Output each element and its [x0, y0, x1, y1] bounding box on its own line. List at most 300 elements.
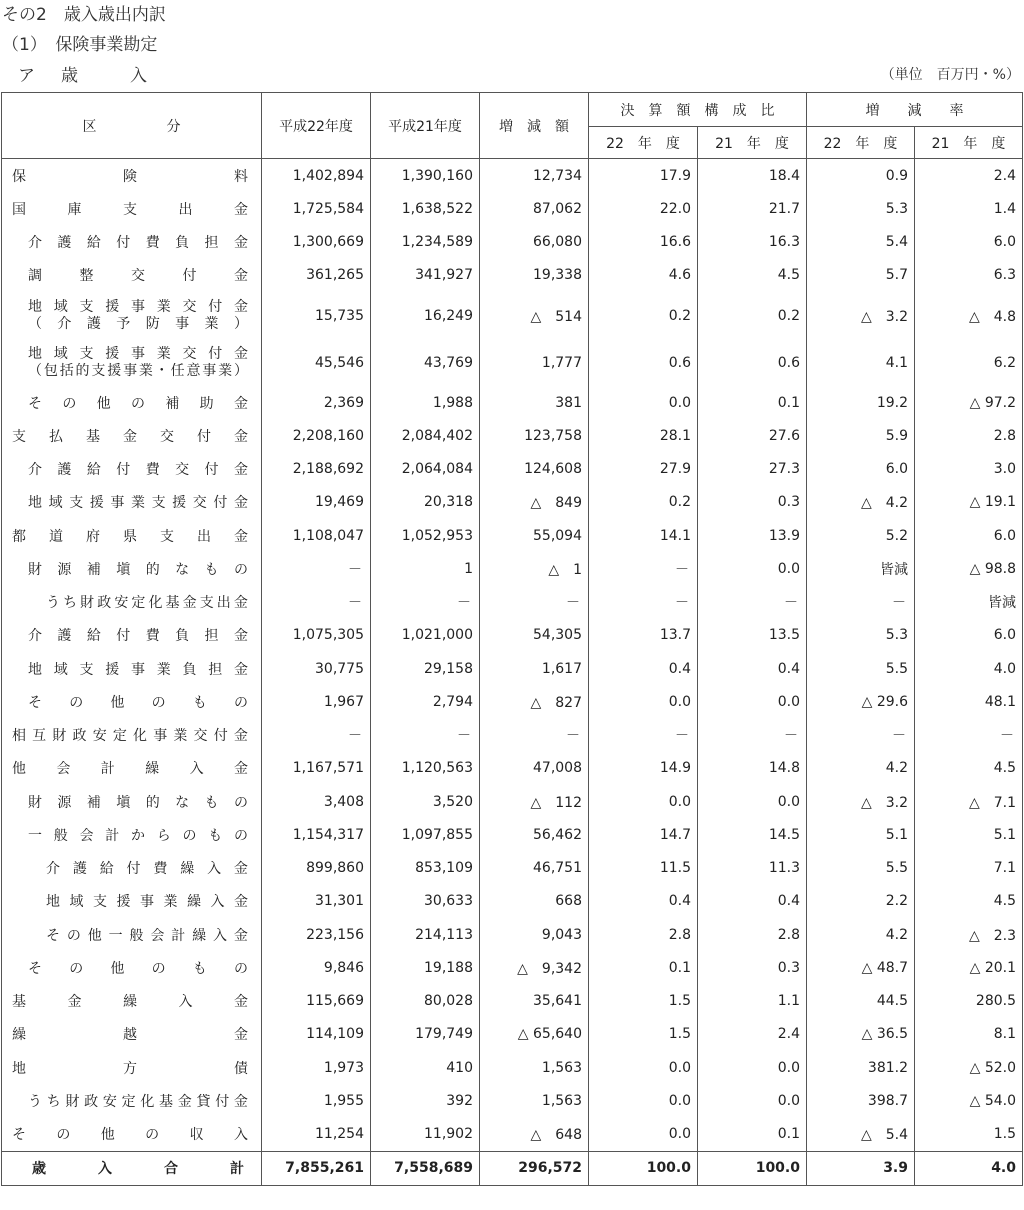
cell-s22: 0.4: [589, 652, 698, 685]
cell-v21: 29,158: [371, 652, 480, 685]
cell-v22: 1,973: [262, 1051, 371, 1084]
cell-diff: 87,062: [480, 192, 589, 225]
table-row: [2, 292, 1023, 339]
cell-r22: △ 48.7: [807, 951, 915, 984]
cell-s22: 27.9: [589, 453, 698, 486]
cell-v21: 214,113: [371, 918, 480, 951]
row-label-text: 調 整 交 付 金: [28, 268, 248, 285]
table-row: [2, 985, 1023, 1018]
row-label: [2, 226, 262, 259]
table-row: [2, 259, 1023, 292]
cell-s21: 0.2: [698, 292, 807, 339]
row-label: [2, 918, 262, 951]
cell-r22: 4.2: [807, 918, 915, 951]
table-row: [2, 519, 1023, 552]
cell-s22: －: [589, 719, 698, 752]
table-row: [2, 453, 1023, 486]
cell-s22: 100.0: [589, 1151, 698, 1185]
row-label-text: そ の 他 の 補 助 金: [28, 395, 248, 412]
cell-s22: 0.2: [589, 292, 698, 339]
cell-v22: 361,265: [262, 259, 371, 292]
section-title: その2 歳入歳出内訳: [2, 5, 166, 25]
row-label-text: 保 険 料: [12, 168, 248, 185]
table-row: [2, 818, 1023, 851]
table-row: [2, 685, 1023, 718]
row-label-text: 相 互 財 政 安 定 化 事 業 交 付 金: [12, 728, 248, 745]
cell-diff: 668: [480, 885, 589, 918]
cell-s21: 0.1: [698, 1118, 807, 1152]
table-row: [2, 159, 1023, 193]
cell-s21: 2.4: [698, 1018, 807, 1051]
row-label: [2, 519, 262, 552]
cell-r22: －: [807, 586, 915, 619]
table-title-char2: 入: [130, 66, 147, 86]
cell-r22: 2.2: [807, 885, 915, 918]
col-header-h21: 平成21年度: [371, 93, 480, 159]
cell-r22: 5.2: [807, 519, 915, 552]
cell-v22: 45,546: [262, 339, 371, 386]
row-label: [2, 752, 262, 785]
cell-v22: 7,855,261: [262, 1151, 371, 1185]
cell-r21: △ 19.1: [915, 486, 1023, 519]
cell-s22: 0.0: [589, 1084, 698, 1117]
col-header-diff: 増 減 額: [480, 93, 589, 159]
cell-r21: △ 54.0: [915, 1084, 1023, 1117]
cell-r22: 5.3: [807, 619, 915, 652]
cell-s22: 0.1: [589, 951, 698, 984]
cell-s22: －: [589, 552, 698, 585]
cell-diff: △ 65,640: [480, 1018, 589, 1051]
cell-diff: 55,094: [480, 519, 589, 552]
row-label-text: 繰 越 金: [12, 1027, 248, 1044]
row-label: [2, 1151, 262, 1185]
cell-r21: 2.4: [915, 159, 1023, 193]
cell-s21: －: [698, 719, 807, 752]
cell-diff: △ 1: [480, 552, 589, 585]
cell-v21: 20,318: [371, 486, 480, 519]
col-header-h22: 平成22年度: [262, 93, 371, 159]
cell-diff: 124,608: [480, 453, 589, 486]
table-row: [2, 586, 1023, 619]
row-label-text: 介 護 給 付 費 負 担 金: [28, 235, 248, 252]
cell-v21: 2,084,402: [371, 419, 480, 452]
cell-diff: 1,777: [480, 339, 589, 386]
cell-diff: －: [480, 719, 589, 752]
row-label: [2, 419, 262, 452]
subsection-title: （1） 保険事業勘定: [2, 35, 158, 55]
cell-s21: 0.0: [698, 552, 807, 585]
cell-v22: 3,408: [262, 785, 371, 818]
table-row: [2, 419, 1023, 452]
cell-s21: 0.4: [698, 885, 807, 918]
cell-r21: 4.0: [915, 1151, 1023, 1185]
cell-v21: 1,638,522: [371, 192, 480, 225]
cell-r21: 皆減: [915, 586, 1023, 619]
cell-v21: 1,988: [371, 386, 480, 419]
row-label: [2, 192, 262, 225]
row-label: [2, 1018, 262, 1051]
cell-v22: 1,075,305: [262, 619, 371, 652]
row-label-text: そ の 他 の 収 入: [12, 1127, 248, 1144]
row-label-text: 支 払 基 金 交 付 金: [12, 428, 248, 445]
row-label: [2, 1084, 262, 1117]
cell-r22: 5.5: [807, 652, 915, 685]
row-label: [2, 259, 262, 292]
table-row: [2, 785, 1023, 818]
revenue-table: [1, 92, 1023, 1186]
cell-s21: 21.7: [698, 192, 807, 225]
cell-s22: 28.1: [589, 419, 698, 452]
cell-s22: 14.9: [589, 752, 698, 785]
row-label: [2, 652, 262, 685]
cell-s21: 14.5: [698, 818, 807, 851]
table-row: [2, 752, 1023, 785]
cell-diff: 1,563: [480, 1084, 589, 1117]
cell-v21: 1,120,563: [371, 752, 480, 785]
cell-diff: 35,641: [480, 985, 589, 1018]
cell-s22: 17.9: [589, 159, 698, 193]
cell-s22: 0.4: [589, 885, 698, 918]
cell-v21: 7,558,689: [371, 1151, 480, 1185]
cell-s22: 13.7: [589, 619, 698, 652]
row-label-text: 介 護 給 付 費 繰 入 金: [46, 861, 248, 878]
cell-diff: 54,305: [480, 619, 589, 652]
cell-v21: 1: [371, 552, 480, 585]
table-row: [2, 652, 1023, 685]
cell-v22: 1,725,584: [262, 192, 371, 225]
cell-r22: 19.2: [807, 386, 915, 419]
cell-s22: 0.0: [589, 685, 698, 718]
cell-v22: 114,109: [262, 1018, 371, 1051]
cell-diff: 47,008: [480, 752, 589, 785]
cell-v21: 30,633: [371, 885, 480, 918]
cell-s22: 0.0: [589, 1051, 698, 1084]
row-label-text: そ の 他 の も の: [28, 694, 248, 711]
cell-s21: 27.3: [698, 453, 807, 486]
cell-v21: 1,390,160: [371, 159, 480, 193]
row-label-text: 都 道 府 県 支 出 金: [12, 528, 248, 545]
cell-v22: 11,254: [262, 1118, 371, 1152]
cell-v22: 1,108,047: [262, 519, 371, 552]
row-label-text: う ち 財 政 安 定 化 基 金 支 出 金: [46, 595, 248, 612]
cell-r21: 4.0: [915, 652, 1023, 685]
cell-diff: 46,751: [480, 852, 589, 885]
cell-diff: △ 648: [480, 1118, 589, 1152]
cell-r22: 0.9: [807, 159, 915, 193]
table-row: [2, 1051, 1023, 1084]
row-label-text: う ち 財 政 安 定 化 基 金 貸 付 金: [28, 1093, 248, 1110]
cell-v22: 1,154,317: [262, 818, 371, 851]
cell-v22: 899,860: [262, 852, 371, 885]
row-label: [2, 339, 262, 386]
row-label-line2: （ 包 括 的 支 援 事 業 ・ 任 意 事 業 ）: [28, 362, 248, 379]
cell-r21: △ 7.1: [915, 785, 1023, 818]
row-label: [2, 586, 262, 619]
cell-v21: 2,064,084: [371, 453, 480, 486]
cell-v22: 223,156: [262, 918, 371, 951]
row-label-text: 国 庫 支 出 金: [12, 201, 248, 218]
row-label-text: 財 源 補 塡 的 な も の: [28, 794, 248, 811]
cell-s21: －: [698, 586, 807, 619]
table-row: [2, 1018, 1023, 1051]
row-label-line2: （ 介 護 予 防 事 業 ）: [28, 315, 248, 332]
row-label: [2, 486, 262, 519]
cell-s22: 0.0: [589, 386, 698, 419]
table-row: [2, 951, 1023, 984]
cell-diff: 56,462: [480, 818, 589, 851]
row-label: [2, 1051, 262, 1084]
cell-s21: 0.3: [698, 486, 807, 519]
cell-v22: 1,402,894: [262, 159, 371, 193]
cell-s22: 4.6: [589, 259, 698, 292]
cell-r21: 5.1: [915, 818, 1023, 851]
cell-s21: 0.0: [698, 1051, 807, 1084]
row-label: [2, 985, 262, 1018]
table-row: [2, 852, 1023, 885]
cell-r22: △ 4.2: [807, 486, 915, 519]
row-label: [2, 1118, 262, 1152]
cell-r22: △ 29.6: [807, 685, 915, 718]
cell-r21: 1.5: [915, 1118, 1023, 1152]
table-row: [2, 1118, 1023, 1152]
cell-diff: △ 9,342: [480, 951, 589, 984]
col-header-share: 決 算 額 構 成 比: [589, 93, 807, 127]
cell-s21: 0.6: [698, 339, 807, 386]
row-label-text: 財 源 補 塡 的 な も の: [28, 561, 248, 578]
cell-s22: 0.6: [589, 339, 698, 386]
table-row: [2, 339, 1023, 386]
cell-r22: △ 5.4: [807, 1118, 915, 1152]
cell-v22: 19,469: [262, 486, 371, 519]
cell-diff: △ 849: [480, 486, 589, 519]
cell-r21: 280.5: [915, 985, 1023, 1018]
row-label: [2, 386, 262, 419]
cell-r22: 3.9: [807, 1151, 915, 1185]
cell-r22: 5.3: [807, 192, 915, 225]
table-row: [2, 918, 1023, 951]
cell-v22: －: [262, 719, 371, 752]
row-label-text: 地 域 支 援 事 業 負 担 金: [28, 661, 248, 678]
cell-r22: 6.0: [807, 453, 915, 486]
row-label: [2, 159, 262, 193]
cell-r21: 6.0: [915, 619, 1023, 652]
row-label-text: 地 域 支 援 事 業 繰 入 金: [46, 894, 248, 911]
cell-r21: 6.0: [915, 226, 1023, 259]
cell-v22: 1,955: [262, 1084, 371, 1117]
cell-diff: △ 827: [480, 685, 589, 718]
cell-r22: 5.7: [807, 259, 915, 292]
table-title-char1: 歳: [61, 66, 78, 86]
cell-diff: 66,080: [480, 226, 589, 259]
cell-r21: 48.1: [915, 685, 1023, 718]
row-label: [2, 619, 262, 652]
cell-v21: 341,927: [371, 259, 480, 292]
cell-r22: 5.5: [807, 852, 915, 885]
cell-v22: 1,967: [262, 685, 371, 718]
cell-v22: 2,188,692: [262, 453, 371, 486]
cell-r21: －: [915, 719, 1023, 752]
cell-v21: 853,109: [371, 852, 480, 885]
cell-v21: 1,052,953: [371, 519, 480, 552]
cell-r22: 398.7: [807, 1084, 915, 1117]
cell-diff: －: [480, 586, 589, 619]
cell-v22: 31,301: [262, 885, 371, 918]
table-row: [2, 719, 1023, 752]
cell-s22: 22.0: [589, 192, 698, 225]
cell-r22: －: [807, 719, 915, 752]
row-label-text: そ の 他 一 般 会 計 繰 入 金: [46, 927, 248, 944]
row-label-text: 一 般 会 計 か ら の も の: [28, 827, 248, 844]
col-header-rate21: 21 年 度: [915, 127, 1023, 159]
row-label: [2, 818, 262, 851]
table-row: [2, 885, 1023, 918]
cell-diff: △ 112: [480, 785, 589, 818]
cell-diff: 123,758: [480, 419, 589, 452]
cell-diff: △ 514: [480, 292, 589, 339]
row-label: [2, 453, 262, 486]
cell-v22: －: [262, 552, 371, 585]
cell-s22: 0.0: [589, 1118, 698, 1152]
cell-s22: 14.1: [589, 519, 698, 552]
cell-diff: 19,338: [480, 259, 589, 292]
cell-r21: △ 98.8: [915, 552, 1023, 585]
cell-v21: 410: [371, 1051, 480, 1084]
table-row: [2, 226, 1023, 259]
cell-r22: 5.1: [807, 818, 915, 851]
col-header-kubun: 区 分: [2, 93, 262, 159]
row-label-text: 地 方 債: [12, 1060, 248, 1077]
table-row: [2, 552, 1023, 585]
cell-diff: 1,617: [480, 652, 589, 685]
row-label-text: 基 金 繰 入 金: [12, 994, 248, 1011]
cell-s22: 0.2: [589, 486, 698, 519]
cell-r21: 6.2: [915, 339, 1023, 386]
col-header-rate: 増 減 率: [807, 93, 1023, 127]
cell-diff: 9,043: [480, 918, 589, 951]
row-label: [2, 719, 262, 752]
cell-s21: 11.3: [698, 852, 807, 885]
cell-diff: 381: [480, 386, 589, 419]
cell-r21: 7.1: [915, 852, 1023, 885]
cell-s22: 2.8: [589, 918, 698, 951]
cell-s21: 13.5: [698, 619, 807, 652]
cell-diff: 1,563: [480, 1051, 589, 1084]
row-label: [2, 685, 262, 718]
cell-r22: △ 3.2: [807, 292, 915, 339]
cell-v21: 179,749: [371, 1018, 480, 1051]
table-row: [2, 1151, 1023, 1185]
row-label: [2, 785, 262, 818]
cell-s21: 100.0: [698, 1151, 807, 1185]
cell-r22: 5.4: [807, 226, 915, 259]
cell-r21: △ 2.3: [915, 918, 1023, 951]
cell-s21: 4.5: [698, 259, 807, 292]
cell-s21: 0.1: [698, 386, 807, 419]
cell-r21: △ 52.0: [915, 1051, 1023, 1084]
row-label: [2, 292, 262, 339]
cell-r22: 5.9: [807, 419, 915, 452]
cell-v21: 1,234,589: [371, 226, 480, 259]
cell-v21: 392: [371, 1084, 480, 1117]
table-title-prefix: ア: [18, 66, 35, 86]
row-label: [2, 552, 262, 585]
cell-r21: △ 97.2: [915, 386, 1023, 419]
cell-r21: 8.1: [915, 1018, 1023, 1051]
cell-s22: 11.5: [589, 852, 698, 885]
cell-s21: 0.4: [698, 652, 807, 685]
cell-s22: 0.0: [589, 785, 698, 818]
cell-r22: 4.1: [807, 339, 915, 386]
table-row: [2, 192, 1023, 225]
cell-r21: 3.0: [915, 453, 1023, 486]
cell-s22: －: [589, 586, 698, 619]
row-label-line1: 地 域 支 援 事 業 交 付 金: [28, 298, 248, 315]
row-label-text: 他 会 計 繰 入 金: [12, 761, 248, 778]
cell-s21: 0.0: [698, 785, 807, 818]
cell-s21: 27.6: [698, 419, 807, 452]
cell-v21: 19,188: [371, 951, 480, 984]
row-label: [2, 951, 262, 984]
row-label: [2, 885, 262, 918]
cell-s21: 16.3: [698, 226, 807, 259]
row-label-text: 介 護 給 付 費 負 担 金: [28, 628, 248, 645]
cell-r22: 44.5: [807, 985, 915, 1018]
cell-v22: 9,846: [262, 951, 371, 984]
cell-r21: 4.5: [915, 885, 1023, 918]
col-header-share21: 21 年 度: [698, 127, 807, 159]
table-title: [18, 61, 147, 86]
cell-v21: 43,769: [371, 339, 480, 386]
col-header-rate22: 22 年 度: [807, 127, 915, 159]
cell-v22: 30,775: [262, 652, 371, 685]
cell-s22: 1.5: [589, 985, 698, 1018]
col-header-share22: 22 年 度: [589, 127, 698, 159]
cell-v21: －: [371, 586, 480, 619]
cell-s21: 0.0: [698, 1084, 807, 1117]
cell-r21: △ 4.8: [915, 292, 1023, 339]
table-row: [2, 386, 1023, 419]
cell-r22: 4.2: [807, 752, 915, 785]
cell-s22: 14.7: [589, 818, 698, 851]
unit-label: （単位 百万円・%）: [880, 67, 1020, 83]
cell-r22: △ 36.5: [807, 1018, 915, 1051]
cell-v21: 11,902: [371, 1118, 480, 1152]
cell-v22: 115,669: [262, 985, 371, 1018]
cell-v21: 3,520: [371, 785, 480, 818]
cell-v21: 1,097,855: [371, 818, 480, 851]
row-label-line1: 地 域 支 援 事 業 交 付 金: [28, 345, 248, 362]
table-row: [2, 486, 1023, 519]
cell-s22: 1.5: [589, 1018, 698, 1051]
table-row: [2, 619, 1023, 652]
cell-diff: 296,572: [480, 1151, 589, 1185]
row-label-text: 歳 入 合 計: [32, 1161, 244, 1178]
cell-s21: 14.8: [698, 752, 807, 785]
row-label-text: 介 護 給 付 費 交 付 金: [28, 462, 248, 479]
cell-v21: 80,028: [371, 985, 480, 1018]
cell-v22: 1,167,571: [262, 752, 371, 785]
cell-diff: 12,734: [480, 159, 589, 193]
row-label-text: 地 域 支 援 事 業 支 援 交 付 金: [28, 495, 248, 512]
cell-r21: 2.8: [915, 419, 1023, 452]
cell-r21: 4.5: [915, 752, 1023, 785]
cell-v22: 1,300,669: [262, 226, 371, 259]
cell-r21: 6.0: [915, 519, 1023, 552]
cell-s21: 2.8: [698, 918, 807, 951]
cell-v21: －: [371, 719, 480, 752]
table-row: [2, 1084, 1023, 1117]
row-label-text: そ の 他 の も の: [28, 960, 248, 977]
